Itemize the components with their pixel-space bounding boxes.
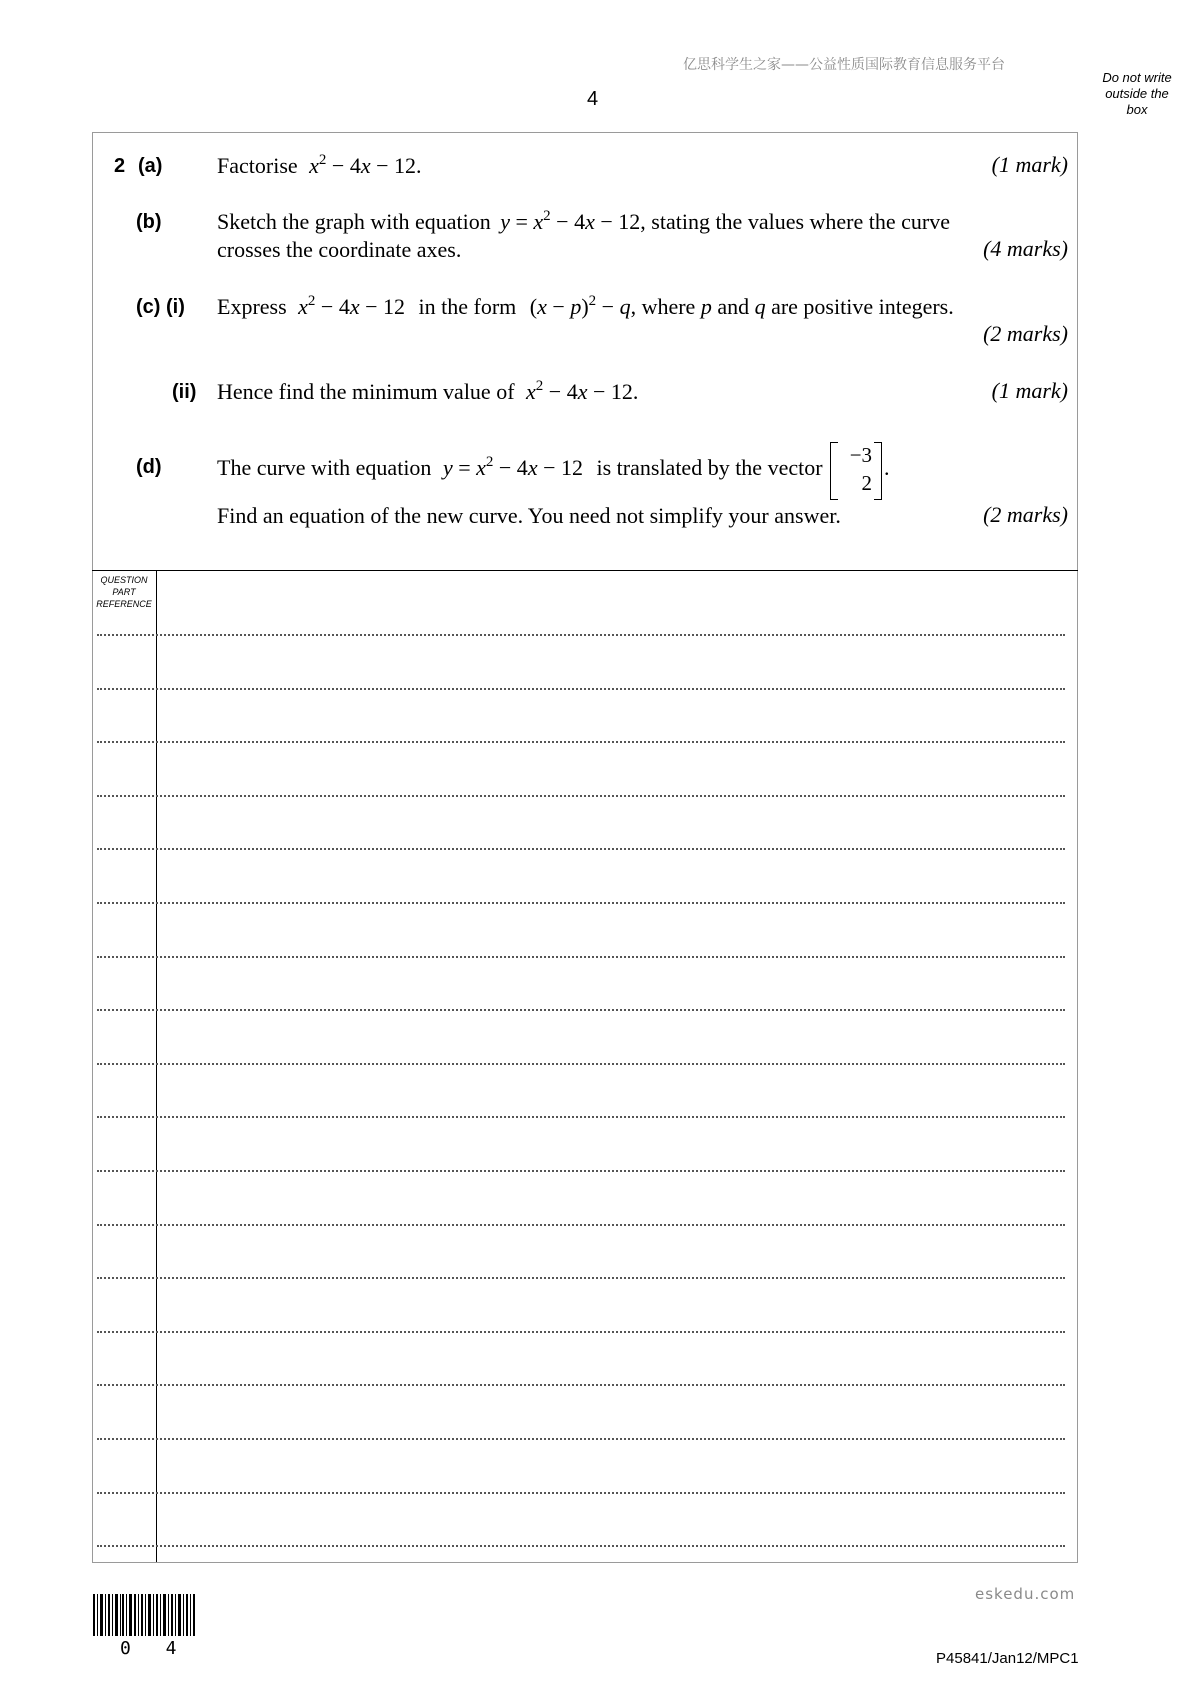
part-c-ii-text: Hence find the minimum value of $x^2 - 4x - 12$. bbox=[217, 378, 639, 404]
answer-line[interactable] bbox=[97, 1438, 1065, 1440]
margin-note-line-2: outside the bbox=[1105, 86, 1169, 101]
answer-line[interactable] bbox=[97, 1545, 1065, 1547]
part-c-i-label: (c) (i) bbox=[136, 296, 185, 318]
vector-top: −3 bbox=[849, 442, 873, 467]
answer-line[interactable] bbox=[97, 741, 1065, 743]
answer-line[interactable] bbox=[97, 688, 1065, 690]
reference-column-rule bbox=[156, 570, 157, 1562]
margin-note-line-3: box bbox=[1126, 102, 1148, 117]
answer-line[interactable] bbox=[97, 1492, 1065, 1494]
part-a-marks: (1 mark) bbox=[991, 152, 1068, 177]
margin-note-line-1: Do not write bbox=[1102, 70, 1172, 85]
answer-line[interactable] bbox=[97, 795, 1065, 797]
answer-line[interactable] bbox=[97, 956, 1065, 958]
vector-bottom: 2 bbox=[861, 470, 873, 495]
question-answer-divider bbox=[92, 570, 1078, 571]
answer-line[interactable] bbox=[97, 1277, 1065, 1279]
site-watermark: eskedu.com bbox=[975, 1585, 1076, 1603]
margin-note bbox=[1092, 70, 1182, 118]
part-c-i-text: Express $x^2 - 4x - 12$ in the form $(x - p)^2 - q$, where p and q are positive integers. bbox=[217, 293, 954, 319]
part-b-label: (b) bbox=[136, 211, 162, 233]
part-d-label: (d) bbox=[136, 456, 162, 478]
part-c-ii-label: (ii) bbox=[172, 381, 197, 403]
answer-line[interactable] bbox=[97, 902, 1065, 904]
answer-line[interactable] bbox=[97, 1224, 1065, 1226]
question-number: 2 bbox=[114, 155, 126, 177]
answer-line[interactable] bbox=[97, 634, 1065, 636]
paper-reference: P45841/Jan12/MPC1 bbox=[936, 1650, 1079, 1667]
translation-vector bbox=[830, 442, 882, 498]
answer-line[interactable] bbox=[97, 848, 1065, 850]
answer-line[interactable] bbox=[97, 1384, 1065, 1386]
part-b-marks: (4 marks) bbox=[983, 236, 1068, 261]
part-b-text-line2: crosses the coordinate axes. bbox=[217, 237, 462, 262]
answer-line[interactable] bbox=[97, 1170, 1065, 1172]
answer-line[interactable] bbox=[97, 1331, 1065, 1333]
part-c-ii-marks: (1 mark) bbox=[991, 378, 1068, 403]
part-b-text: Sketch the graph with equation $y = x^2 - 4x - 12$, stating the values where the curve bbox=[217, 208, 950, 234]
part-a-text: Factorise $x^2 - 4x - 12$. bbox=[217, 152, 422, 178]
question-area bbox=[92, 132, 1078, 570]
part-a-label: (a) bbox=[138, 155, 163, 177]
barcode-icon bbox=[93, 1594, 195, 1636]
barcode-number: 0 4 bbox=[120, 1638, 189, 1659]
part-d-text: The curve with equation $y = x^2 - 4x - 12$ is translated by the vector −3 2 . bbox=[217, 440, 1068, 498]
part-d-marks: (2 marks) bbox=[983, 502, 1068, 527]
watermark-text: 亿思科学生之家——公益性质国际教育信息服务平台 bbox=[683, 57, 1005, 73]
answer-line[interactable] bbox=[97, 1063, 1065, 1065]
part-c-i-marks: (2 marks) bbox=[983, 321, 1068, 346]
part-d-text-line2: Find an equation of the new curve. You need not simplify your answer. bbox=[217, 503, 841, 528]
question-part-reference-heading: QUESTION PART REFERENCE bbox=[96, 575, 152, 609]
answer-line[interactable] bbox=[97, 1116, 1065, 1118]
page-number: 4 bbox=[587, 88, 599, 110]
answer-line[interactable] bbox=[97, 1009, 1065, 1011]
